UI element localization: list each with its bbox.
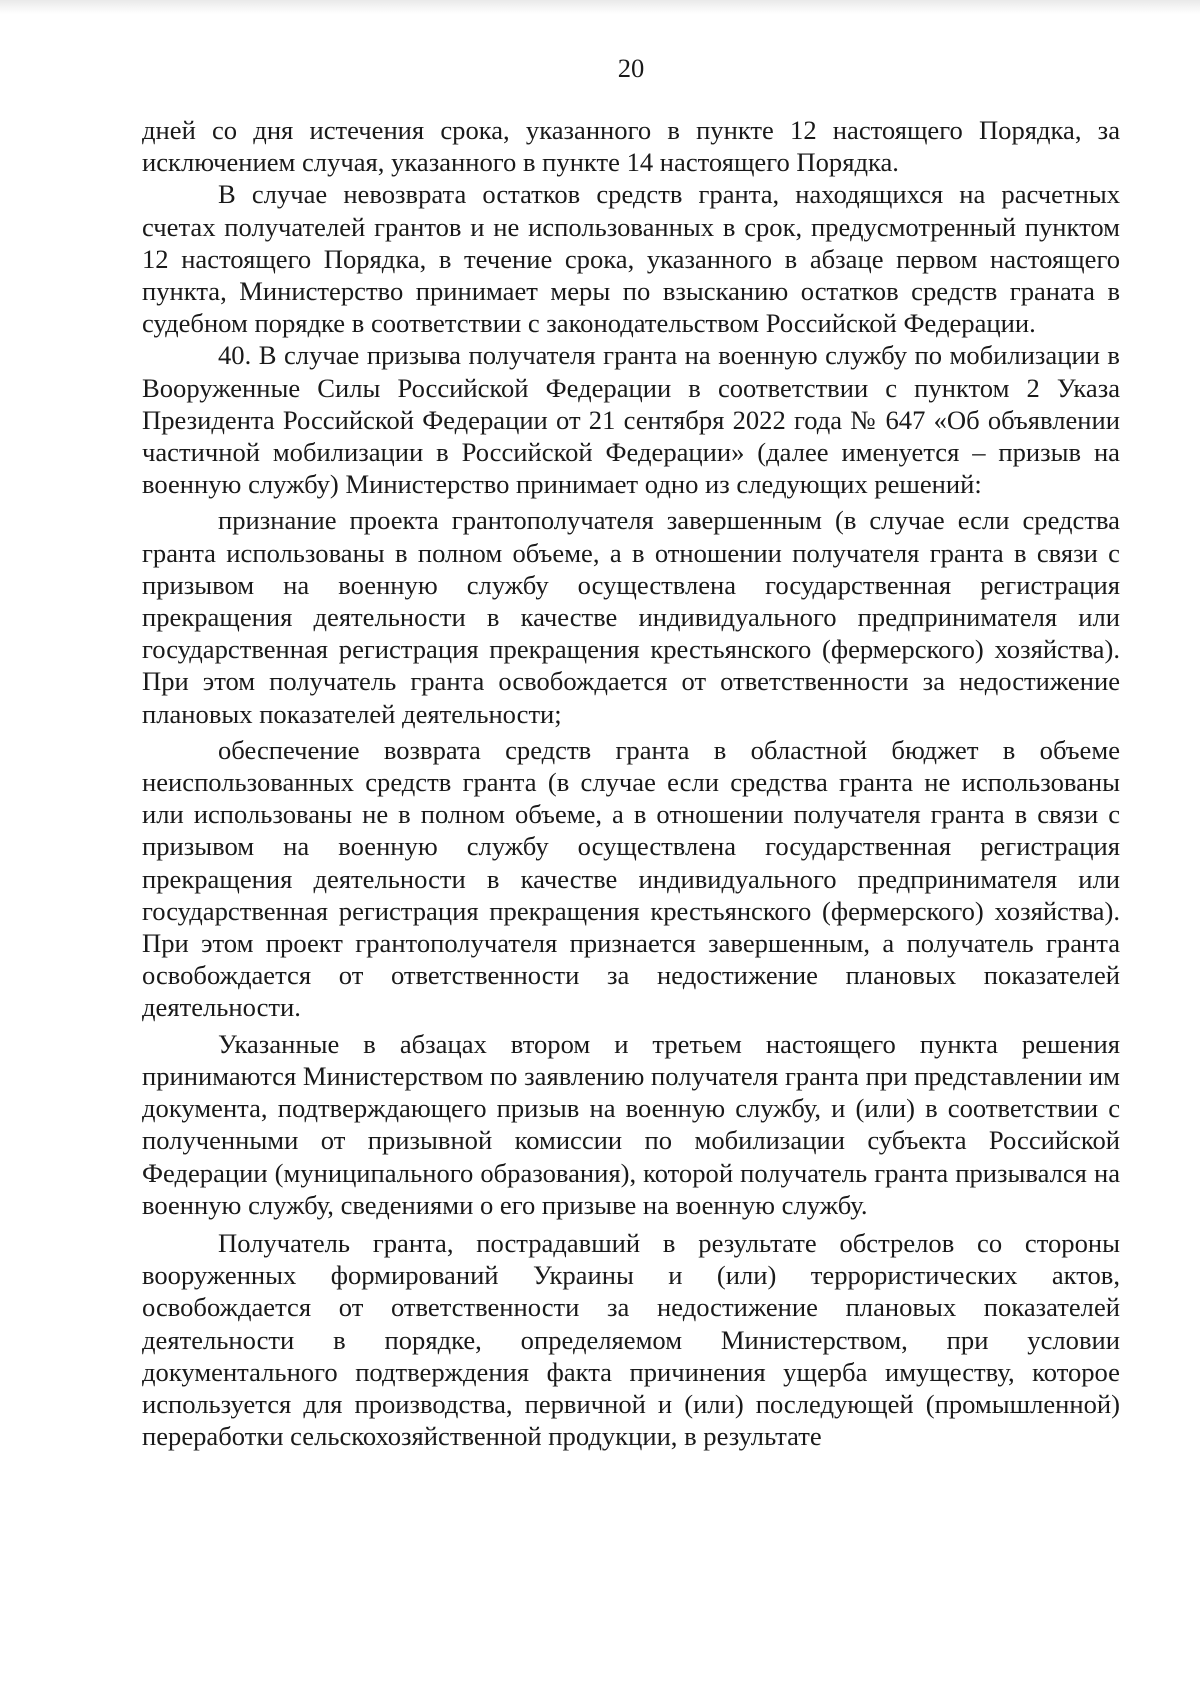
page-number: 20 — [617, 53, 645, 83]
paragraph-nonreturn: В случае невозврата остатков средств гранта, находящихся на расчетных счетах получателей грантов и не использованных в срок, предусмотренный пунктом 12 настоящего Порядка, в течение срока, указанного в абзаце первом настоящего пункта, Министерство принимает меры по взысканию остатков средств граната в судебном порядке в соответствии с законодательством Российской Федерации. — [142, 179, 1120, 339]
document-page — [142, 52, 1120, 1452]
paragraph-decisions-basis: Указанные в абзацах втором и третьем настоящего пункта решения принимаются Министерством по заявлению получателя гранта при представлении им документа, подтверждающего призыв на военную службу, и (или) в соответствии с полученными от призывной комиссии по мобилизации субъекта Российской Федерации (муниципального образования), которой получатель гранта призывался на военную службу, сведениями о его призыве на военную службу. — [142, 1028, 1120, 1220]
scan-top-edge — [0, 0, 1200, 14]
paragraph-shelling-exemption: Получатель гранта, пострадавший в результате обстрелов со стороны вооруженных формирований Украины и (или) террористических актов, освобождается от ответственности за недостижение плановых показателей деятельности в порядке, определяемом Министерством, при условии документального подтверждения факта причинения ущерба имуществу, которое используется для производства, первичной и (или) последующей (промышленной) переработки сельскохозяйственной продукции, в результате — [142, 1227, 1120, 1452]
paragraph-item-40: 40. В случае призыва получателя гранта на военную службу по мобилизации в Вооруженные Силы Российской Федерации в соответствии с пунктом 2 Указа Президента Российской Федерации от 21 сентября 2022 года № 647 «Об объявлении частичной мобилизации в Российской Федерации» (далее именуется – призыв на военную службу) Министерство принимает одно из следующих решений: — [142, 340, 1120, 500]
paragraph-decision-completion: признание проекта грантополучателя завершенным (в случае если средства гранта использованы в полном объеме, а в отношении получателя гранта в связи с призывом на военную службу осуществлена государственная регистрация прекращения деятельности в качестве индивидуального предпринимателя или государственная регистрация прекращения крестьянского (фермерского) хозяйства). При этом получатель гранта освобождается от ответственности за недостижение плановых показателей деятельности; — [142, 505, 1120, 729]
paragraph-decision-refund: обеспечение возврата средств гранта в областной бюджет в объеме неиспользованных средств гранта (в случае если средства гранта не использованы или использованы не в полном объеме, а в отношении получателя гранта в связи с призывом на военную службу осуществлена государственная регистрация прекращения деятельности в качестве индивидуального предпринимателя или государственная регистрация прекращения крестьянского (фермерского) хозяйства). При этом проект грантополучателя признается завершенным, а получатель гранта освобождается от ответственности за недостижение плановых показателей деятельности. — [142, 734, 1120, 1023]
paragraph-continuation: дней со дня истечения срока, указанного в пункте 12 настоящего Порядка, за исключением случая, указанного в пункте 14 настоящего Порядка. — [142, 115, 1120, 178]
